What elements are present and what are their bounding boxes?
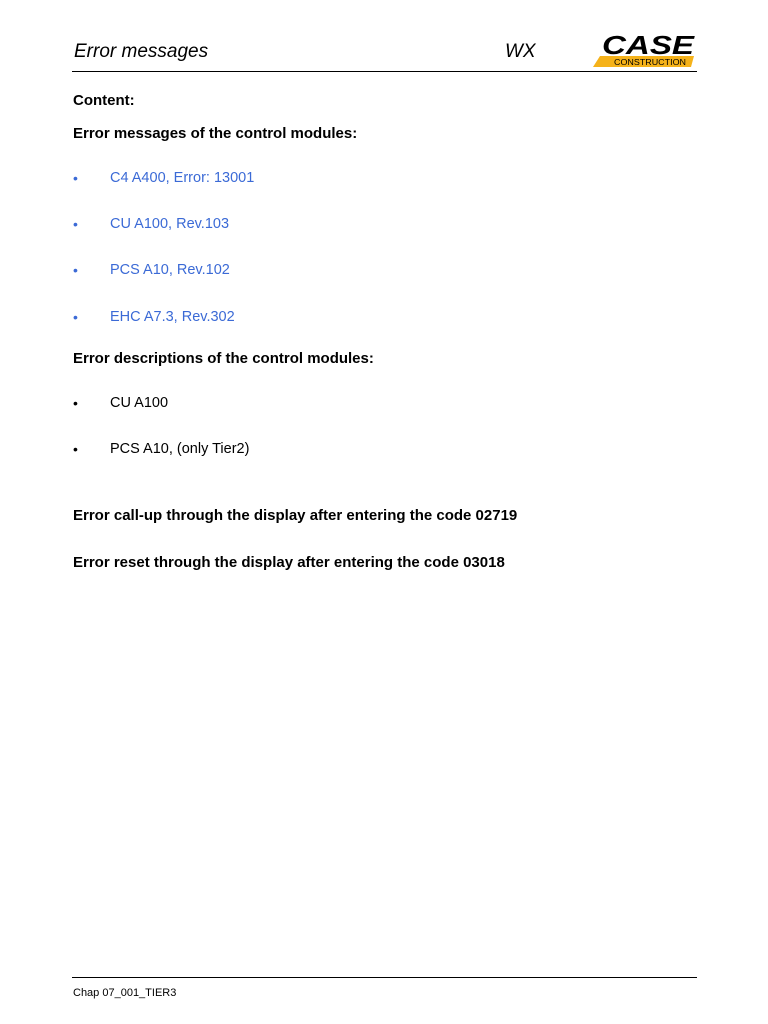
footer-chapter-label: Chap 07_001_TIER3 [73, 987, 177, 999]
page-title: Error messages [74, 41, 209, 62]
model-label: WX [505, 41, 536, 62]
svg-text:CASE: CASE [602, 32, 695, 60]
link-label[interactable]: EHC A7.3, Rev.302 [110, 309, 235, 325]
content-heading: Content: [73, 92, 135, 109]
messages-heading: Error messages of the control modules: [73, 125, 358, 142]
footer-divider [72, 977, 697, 978]
link-label[interactable]: CU A100, Rev.103 [110, 216, 230, 232]
callup-instruction: Error call-up through the display after entering the code 02719 [73, 507, 518, 524]
bullet-icon: • [73, 395, 78, 411]
bullet-icon: • [73, 309, 78, 325]
list-item-label: CU A100 [110, 395, 169, 411]
case-construction-logo [590, 32, 696, 70]
link-label[interactable]: C4 A400, Error: 13001 [110, 170, 255, 186]
descriptions-heading: Error descriptions of the control modules: [73, 350, 374, 367]
bullet-icon: • [73, 441, 78, 457]
bullet-icon: • [73, 262, 78, 278]
bullet-icon: • [73, 216, 78, 232]
svg-text:CONSTRUCTION: CONSTRUCTION [614, 58, 687, 67]
header-divider [72, 71, 697, 72]
link-label[interactable]: PCS A10, Rev.102 [110, 262, 230, 278]
list-item-label: PCS A10, (only Tier2) [110, 441, 250, 457]
bullet-icon: • [73, 170, 78, 186]
reset-instruction: Error reset through the display after entering the code 03018 [73, 554, 505, 571]
